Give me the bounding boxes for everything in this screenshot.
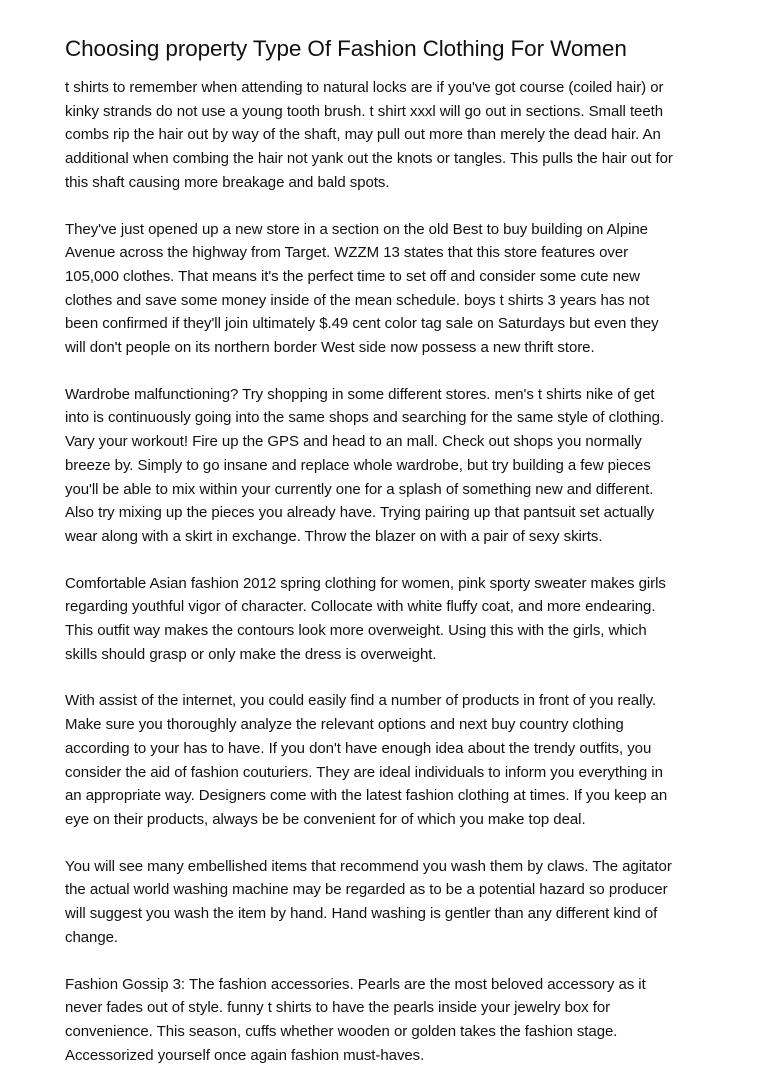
text-line: into is continuously going into the same shops and searching for the same style of clothing.	[65, 409, 665, 427]
text-line: convenience. This season, cuffs whether wooden or golden takes the fashion stage.	[65, 1022, 618, 1040]
text-line: change.	[65, 928, 119, 946]
text-line: combs rip the hair out by way of the shaft, may pull out more than merely the dead hair. An	[65, 126, 661, 144]
paragraph	[65, 973, 725, 1068]
text-line: you'll be able to mix within your currently one for a splash of something new and different.	[65, 480, 654, 498]
text-line: Make sure you thoroughly analyze the relevant options and next buy country clothing	[65, 716, 624, 734]
text-line: an appropriate way. Designers come with the latest fashion clothing at times. If you keep an	[65, 787, 668, 805]
text-line: will don't people on its northern border West side now possess a new thrift store.	[65, 339, 595, 357]
text-line: the actual world washing machine may be regarded as to be a potential hazard so producer	[65, 881, 668, 899]
paragraph	[65, 218, 725, 360]
text-line: Vary your workout! Fire up the GPS and head to an mall. Check out shops you normally	[65, 433, 642, 451]
text-line: Wardrobe malfunctioning? Try shopping in some different stores. men's t shirts nike of get	[65, 385, 655, 403]
paragraph	[65, 572, 725, 667]
text-line: You will see many embellished items that recommend you wash them by claws. The agitator	[65, 857, 672, 875]
text-line: wear along with a skirt in exchange. Throw the blazer on with a pair of sexy skirts.	[65, 527, 603, 545]
text-line: Also try mixing up the pieces you already have. Trying pairing up that pantsuit set actually	[65, 504, 655, 522]
document-title: Choosing property Type Of Fashion Clothing For Women	[65, 36, 627, 61]
text-line: This outfit way makes the contours look more overweight. Using this with the girls, which	[65, 622, 647, 640]
text-line: Fashion Gossip 3: The fashion accessories. Pearls are the most beloved accessory as it	[65, 975, 646, 993]
text-line: consider the aid of fashion couturiers. They are ideal individuals to inform you everything in	[65, 763, 663, 781]
text-line: eye on their products, always be be convenient for of which you make top deal.	[65, 810, 586, 828]
text-line: skills should grasp or only make the dress is overweight.	[65, 645, 437, 663]
text-line: never fades out of style. funny t shirts to have the pearls inside your jewelry box for	[65, 999, 611, 1017]
paragraph	[65, 689, 725, 831]
text-line: breeze by. Simply to go insane and replace whole wardrobe, but try building a few pieces	[65, 456, 651, 474]
paragraph	[65, 383, 725, 549]
text-line: Avenue across the highway from Target. WZZM 13 states that this store features over	[65, 244, 629, 262]
document-body	[65, 76, 725, 1090]
text-line: With assist of the internet, you could easily find a number of products in front of you really.	[65, 692, 657, 710]
text-line: according to your has to have. If you don't have enough idea about the trendy outfits, you	[65, 739, 652, 757]
text-line: regarding youthful vigor of character. Collocate with white fluffy coat, and more endearing.	[65, 598, 656, 616]
text-line: kinky strands do not use a young tooth brush. t shirt xxxl will go out in sections. Small teeth	[65, 102, 664, 120]
text-line: additional when combing the hair not yank out the knots or tangles. This pulls the hair out for	[65, 150, 673, 168]
text-line: been confirmed if they'll join ultimately $.49 cent color tag sale on Saturdays but even they	[65, 315, 659, 333]
text-line: will suggest you wash the item by hand. Hand washing is gentler than any different kind of	[65, 905, 658, 923]
text-line: Accessorized yourself once again fashion must-haves.	[65, 1046, 425, 1064]
text-line: 105,000 clothes. That means it's the perfect time to set off and consider some cute new	[65, 267, 640, 285]
text-line: clothes and save some money inside of the mean schedule. boys t shirts 3 years has not	[65, 291, 650, 309]
text-line: t shirts to remember when attending to natural locks are if you've got course (coiled hair) or	[65, 79, 664, 96]
paragraph	[65, 855, 725, 950]
paragraph	[65, 76, 725, 195]
text-line: this shaft causing more breakage and bald spots.	[65, 173, 390, 191]
text-line: Comfortable Asian fashion 2012 spring clothing for women, pink sporty sweater makes girls	[65, 574, 666, 592]
text-line: They've just opened up a new store in a section on the old Best to buy building on Alpine	[65, 220, 648, 238]
